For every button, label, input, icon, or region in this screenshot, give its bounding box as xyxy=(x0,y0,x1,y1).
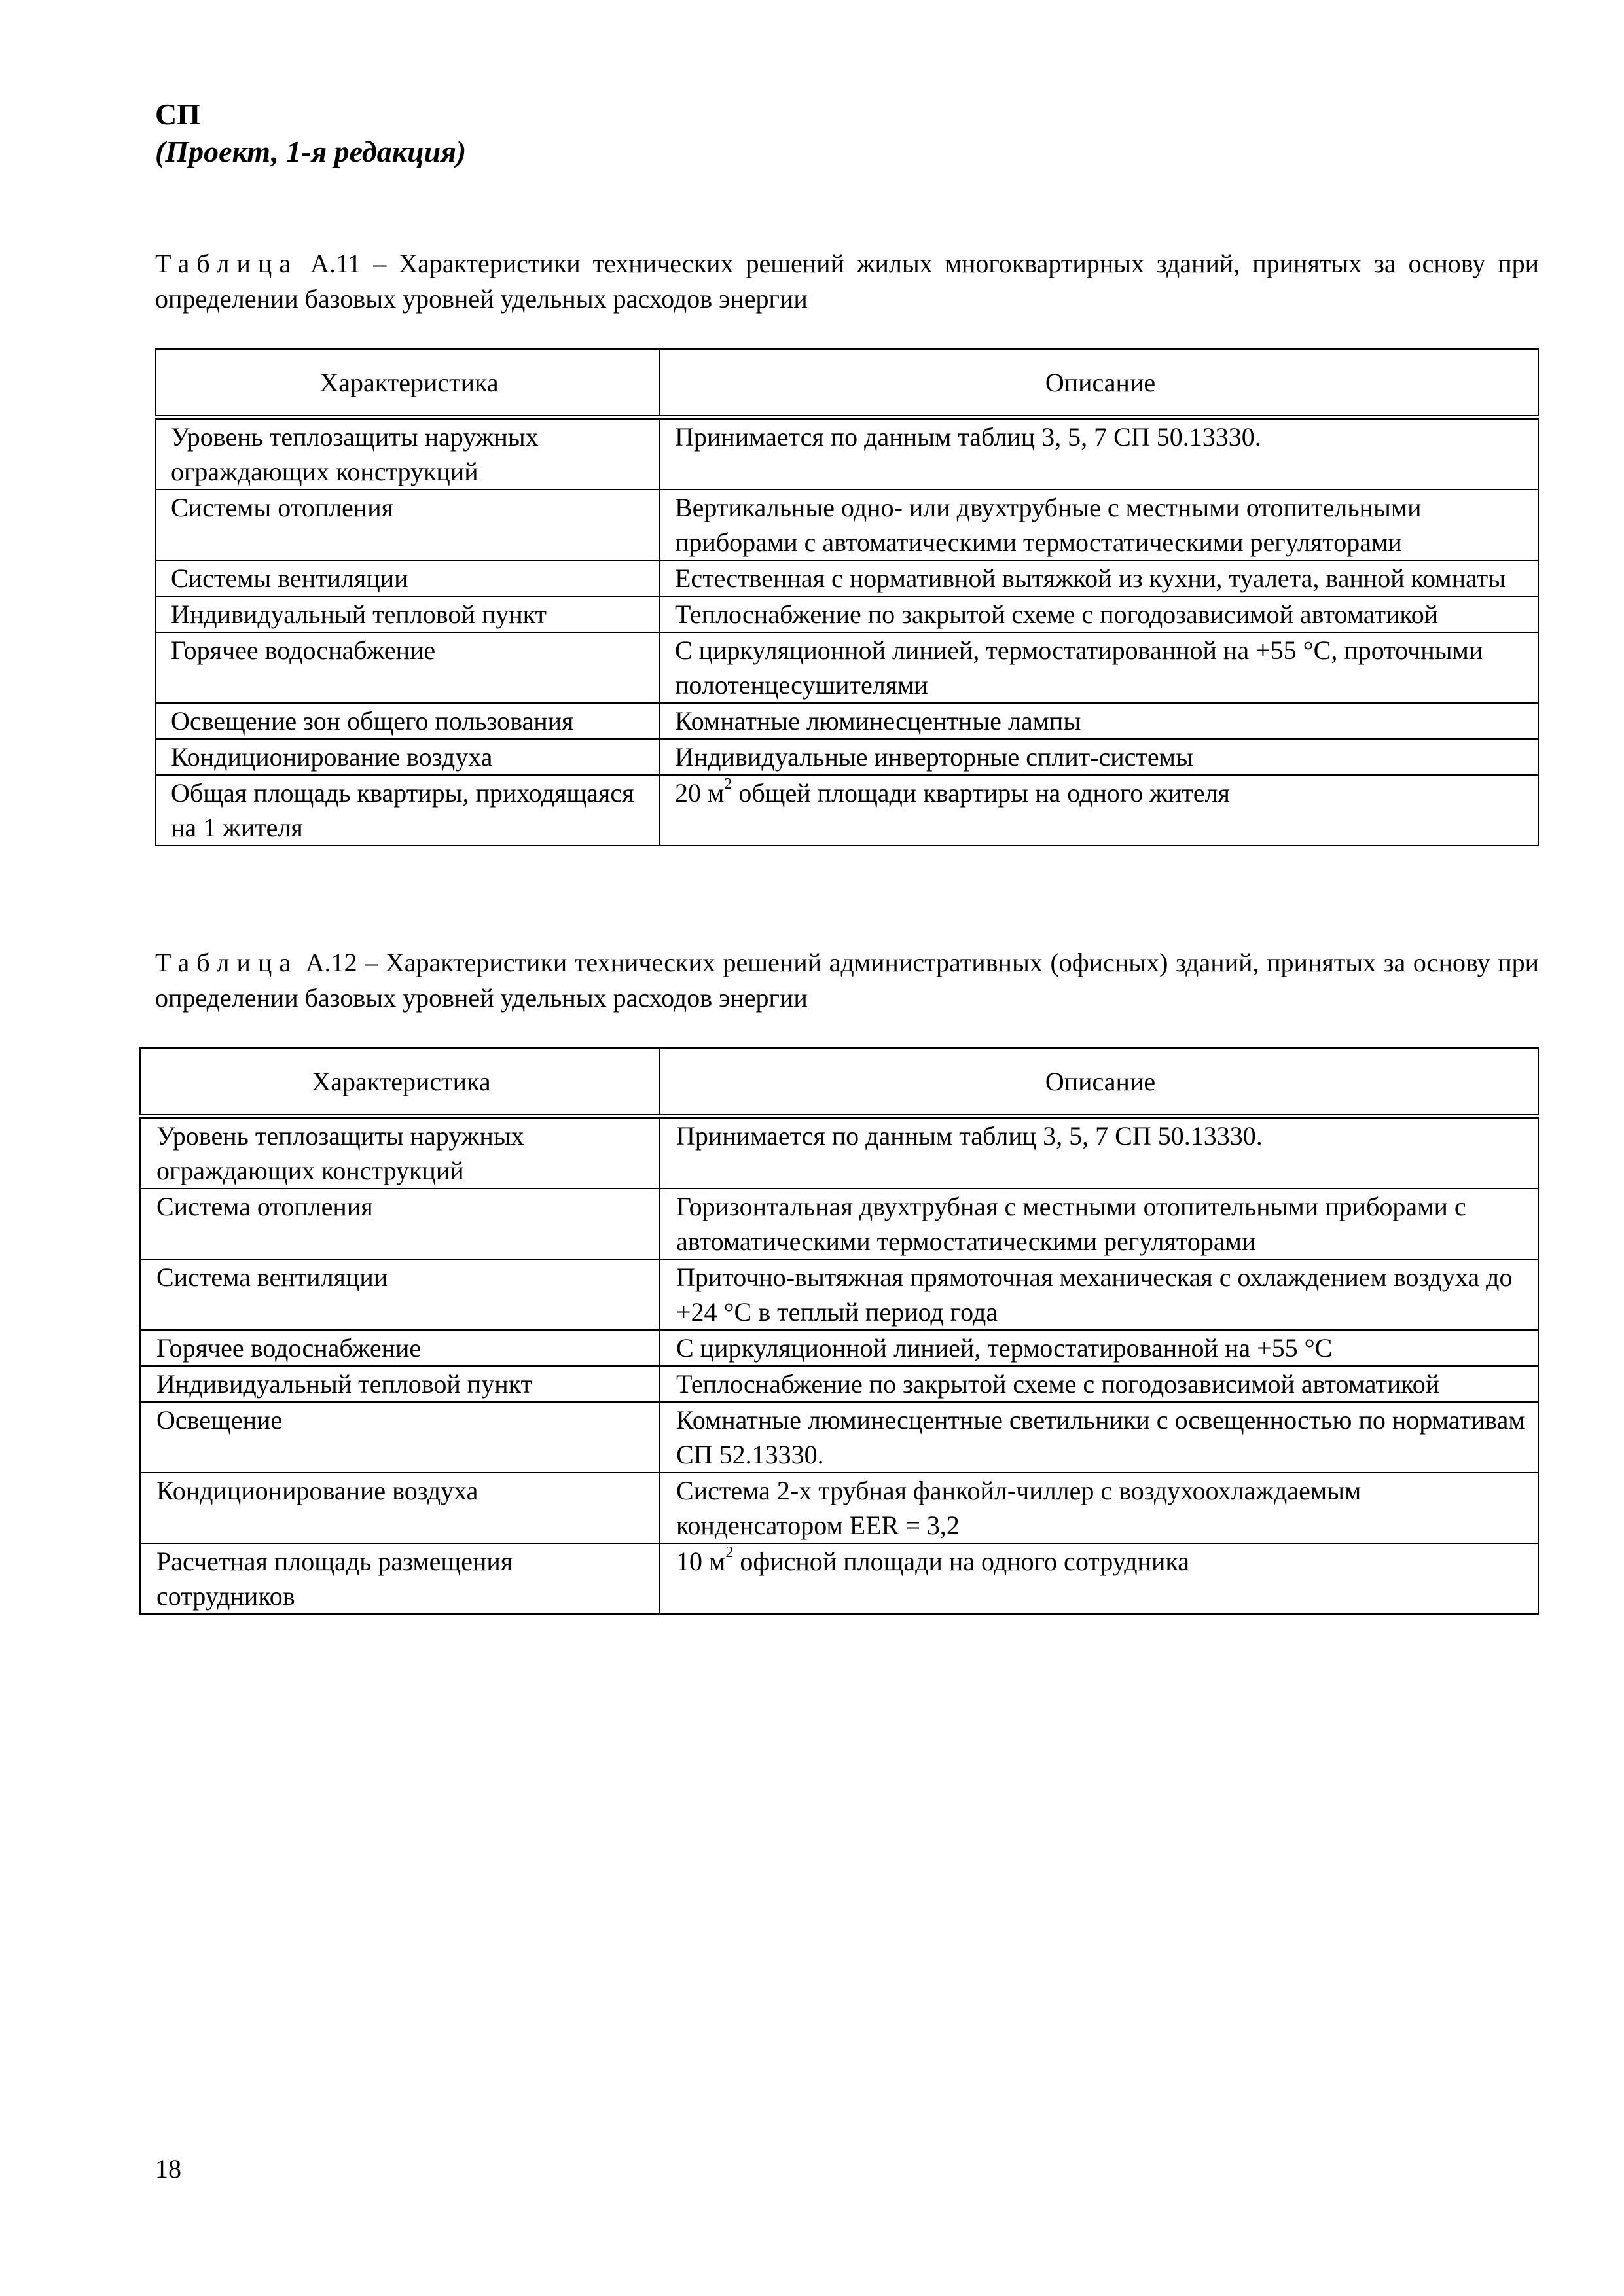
table-row xyxy=(156,490,1538,560)
table-row xyxy=(140,1543,1538,1614)
page-number: 18 xyxy=(155,2154,181,2183)
table-row xyxy=(156,596,1538,632)
table-row xyxy=(156,560,1538,596)
table-a12-caption-text: А.12 – Характеристики технических решений административных (офисных) зданий, принятых за основу при определении базовых уровней удельных расходов энергии xyxy=(155,948,1540,1013)
table-header-row xyxy=(140,1048,1538,1117)
row-description: Комнатные люминесцентные светильники с освещенностью по нормативам СП 52.13330. xyxy=(660,1402,1538,1473)
document-code: СП xyxy=(155,98,200,131)
row-description xyxy=(660,775,1538,846)
table-a12 xyxy=(139,1047,1539,1615)
row-characteristic: Горячее водоснабжение xyxy=(140,1330,660,1366)
row-characteristic: Общая площадь квартиры, приходящаяся на 1 жителя xyxy=(156,775,660,846)
table-row xyxy=(156,739,1538,775)
row-description: Естественная с нормативной вытяжкой из кухни, туалета, ванной комнаты xyxy=(660,560,1538,596)
area-value: 20 м xyxy=(675,778,725,808)
table-row xyxy=(140,1473,1538,1543)
table-row xyxy=(156,775,1538,846)
table-row xyxy=(140,1366,1538,1402)
row-characteristic: Горячее водоснабжение xyxy=(156,632,660,703)
table-a11 xyxy=(155,348,1539,846)
area-description: общей площади квартиры на одного жителя xyxy=(732,778,1230,808)
row-characteristic: Уровень теплозащиты наружных ограждающих конструкций xyxy=(140,1117,660,1189)
row-description: С циркуляционной линией, термостатированной на +55 °С, проточными полотенцесушителями xyxy=(660,632,1538,703)
row-description: Индивидуальные инверторные сплит-системы xyxy=(660,739,1538,775)
area-unit-exponent: 2 xyxy=(724,775,732,793)
area-value: 10 м xyxy=(676,1547,726,1576)
row-characteristic: Кондиционирование воздуха xyxy=(140,1473,660,1543)
table-a11-caption-text: А.11 – Характеристики технических решений жилых многоквартирных зданий, принятых за основу при определении базовых уровней удельных расходов энергии xyxy=(155,249,1539,314)
column-header-description: Описание xyxy=(660,349,1538,418)
row-description: Теплоснабжение по закрытой схеме с погодозависимой автоматикой xyxy=(660,596,1538,632)
table-row xyxy=(140,1402,1538,1473)
table-row xyxy=(140,1259,1538,1330)
document-edition: (Проект, 1-я редакция) xyxy=(155,135,467,168)
table-row xyxy=(156,418,1538,490)
row-description: Теплоснабжение по закрытой схеме с погодозависимой автоматикой xyxy=(660,1366,1538,1402)
row-characteristic: Уровень теплозащиты наружных ограждающих конструкций xyxy=(156,418,660,490)
row-description: Принимается по данным таблиц 3, 5, 7 СП 50.13330. xyxy=(660,418,1538,490)
row-description: Система 2-х трубная фанкойл-чиллер с воздухоохлаждаемым конденсатором EER = 3,2 xyxy=(660,1473,1538,1543)
row-characteristic: Освещение зон общего пользования xyxy=(156,703,660,739)
table-a12-caption-label: Таблица xyxy=(155,948,298,977)
row-description: Приточно-вытяжная прямоточная механическая с охлаждением воздуха до +24 °С в теплый период года xyxy=(660,1259,1538,1330)
row-description xyxy=(660,1543,1538,1614)
table-row xyxy=(140,1117,1538,1189)
table-a12-caption xyxy=(155,945,1539,1016)
column-header-description: Описание xyxy=(660,1048,1538,1117)
table-row xyxy=(156,632,1538,703)
table-a11-caption xyxy=(155,246,1539,317)
row-characteristic: Система отопления xyxy=(140,1189,660,1259)
table-a11-caption-label: Таблица xyxy=(155,249,298,278)
row-characteristic: Индивидуальный тепловой пункт xyxy=(140,1366,660,1402)
area-description: офисной площади на одного сотрудника xyxy=(733,1547,1189,1576)
row-description: С циркуляционной линией, термостатированной на +55 °С xyxy=(660,1330,1538,1366)
row-description: Горизонтальная двухтрубная с местными отопительными приборами с автоматическими термостатическими регуляторами xyxy=(660,1189,1538,1259)
row-description: Принимается по данным таблиц 3, 5, 7 СП 50.13330. xyxy=(660,1117,1538,1189)
row-characteristic: Кондиционирование воздуха xyxy=(156,739,660,775)
table-row xyxy=(156,703,1538,739)
table-row xyxy=(140,1330,1538,1366)
column-header-characteristic: Характеристика xyxy=(140,1048,660,1117)
row-description: Комнатные люминесцентные лампы xyxy=(660,703,1538,739)
row-characteristic: Системы отопления xyxy=(156,490,660,560)
row-characteristic: Система вентиляции xyxy=(140,1259,660,1330)
row-characteristic: Индивидуальный тепловой пункт xyxy=(156,596,660,632)
area-unit-exponent: 2 xyxy=(725,1543,734,1561)
row-characteristic: Освещение xyxy=(140,1402,660,1473)
row-characteristic: Системы вентиляции xyxy=(156,560,660,596)
column-header-characteristic: Характеристика xyxy=(156,349,660,418)
row-description: Вертикальные одно- или двухтрубные с местными отопительными приборами с автоматическими термостатическими регуляторами xyxy=(660,490,1538,560)
table-row xyxy=(140,1189,1538,1259)
row-characteristic: Расчетная площадь размещения сотрудников xyxy=(140,1543,660,1614)
table-header-row xyxy=(156,349,1538,418)
